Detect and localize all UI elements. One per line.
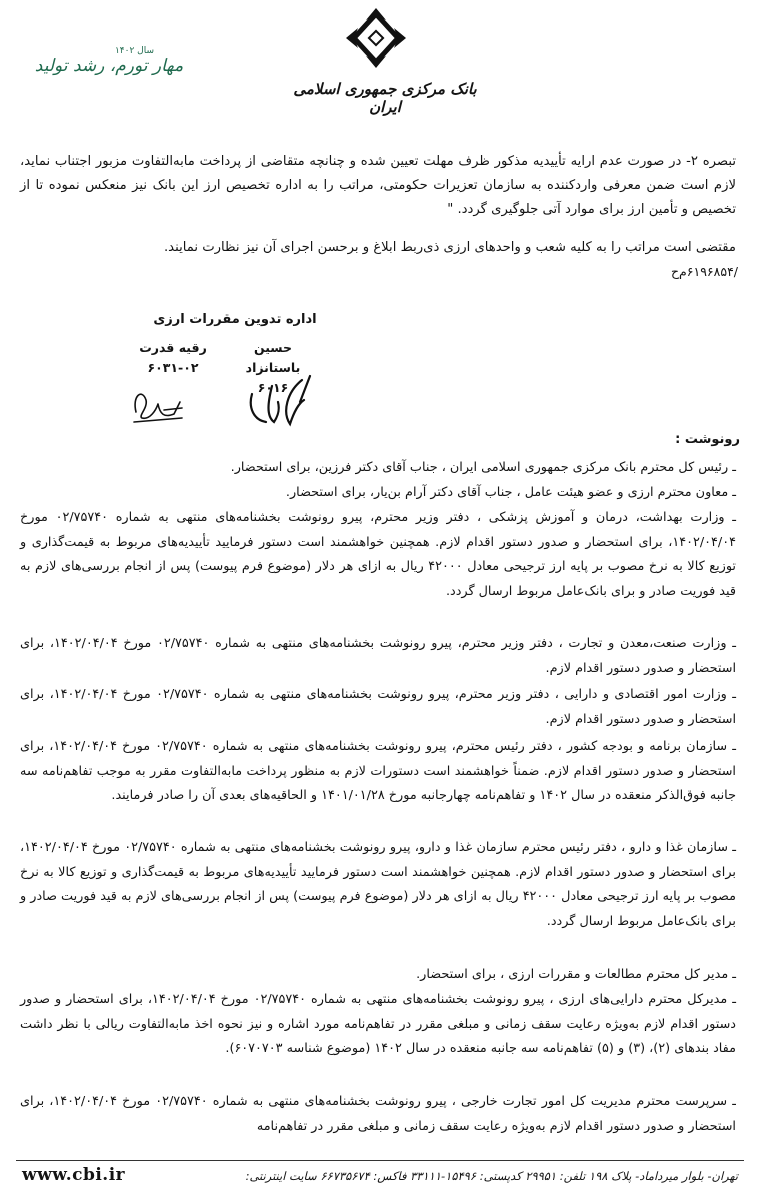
- bank-logo-icon: [346, 8, 406, 68]
- note-2-paragraph: تبصره ۲- در صورت عدم ارایه تأییدیه مذکور ظرف مهلت تعیین شده و چنانچه متقاضی از پرداخت مابه‌التفاوت مزبور اجتناب نماید، لازم است ضمن معرفی واردکننده به سازمان تعزیرات حکومتی، مراتب را به اداره تخصیص ارز این بانک نیز منعکس نموده تا از تخصیص و تأمین ارز برای موارد آتی جلوگیری گردد. ": [20, 154, 736, 217]
- request-paragraph: مقتضی است مراتب را به کلیه شعب و واحدهای ارزی ذی‌ربط ابلاغ و برحسن اجرای آن نیز نظارت نمایند.: [163, 240, 736, 255]
- footer: [16, 1163, 744, 1191]
- cc-item: ـ مدیرکل محترم دارایی‌های ارزی ، پیرو رونوشت بخشنامه‌های منتهی به شماره ۰۲/۷۵۷۴۰ مورخ ۱۴۰۲/۰۴/۰۴، برای استحضار و صدور دستور اقدام لازم به‌ویژه رعایت سقف زمانی و مبلغی مقرر در تفاهم‌نامه مورد اشاره و نیز نحوه اخذ مابه‌التفاوت ریالی با نظر داشت مفاد بندهای (۲)، (۳) و (۵) تفاهم‌نامه سه جانبه منعقده در سال ۱۴۰۲ (موضوع شناسه ۶۰۷۰۷۰۳).: [20, 992, 736, 1056]
- cc-item: ـ وزارت بهداشت، درمان و آموزش پزشکی ، دفتر وزیر محترم، پیرو رونوشت بخشنامه‌های منتهی به شماره ۰۲/۷۵۷۴۰ مورخ ۱۴۰۲/۰۴/۰۴، برای استحضار و صدور دستور اقدام لازم. همچنین خواهشمند است دستور فرمایید تأییدیه‌های مربوط به قیمت‌گذاری و توزیع کالا به نرخ مصوب بر پایه ارز ترجیحی معادل ۴۲۰۰۰ ریال به ازای هر دلار (موضوع فرم پیوست) پس از انجام بررسی‌های لازم به قید فوریت صادر و برای بانک‌عامل مربوط ارسال گردد.: [20, 510, 736, 599]
- cc-item: ـ وزارت صنعت،معدن و تجارت ، دفتر وزیر محترم، پیرو رونوشت بخشنامه‌های منتهی به شماره ۰۲/۷۵۷۴۰ مورخ ۱۴۰۲/۰۴/۰۴، برای استحضار و صدور دستور اقدام لازم.: [20, 636, 736, 676]
- cc-item: ـ سازمان غذا و دارو ، دفتر رئیس محترم سازمان غذا و دارو، پیرو رونوشت بخشنامه‌های منتهی به شماره ۰۲/۷۵۷۴۰ مورخ ۱۴۰۲/۰۴/۰۴، برای استحضار و صدور دستور اقدام لازم. همچنین خواهشمند است دستور فرمایید تأییدیه‌های مربوط به قیمت‌گذاری و توزیع کالا به نرخ مصوب بر پایه ارز ترجیحی معادل ۴۲۰۰۰ ریال به ازای هر دلار (موضوع فرم پیوست) پس از انجام بررسی‌های لازم به قید فوریت صادر و برای بانک‌عامل مربوط ارسال گردد.: [20, 840, 737, 929]
- signature-1-image: [232, 372, 322, 432]
- signature-2-image: [128, 382, 188, 426]
- signer-2-name: رقیه قدرت: [139, 340, 207, 355]
- bank-name: بانک مرکزی جمهوری اسلامی ایران: [293, 80, 477, 116]
- signer-1-name: حسین باستانزاد: [245, 340, 301, 375]
- year-slogan: [24, 46, 194, 76]
- signer-1-code: ۶۰۱۶: [257, 380, 289, 395]
- footer-website-link[interactable]: www.cbi.ir: [22, 1165, 126, 1185]
- reference-number: /۶۱۹۶۸۵۴م‌ح: [670, 264, 738, 279]
- slogan-text: مهار تورم، رشد تولید: [34, 56, 184, 76]
- cc-item: ـ سرپرست محترم مدیریت کل امور تجارت خارجی ، پیرو رونوشت بخشنامه‌های منتهی به شماره ۰۲/۷۵۷۴۰ مورخ ۱۴۰۲/۰۴/۰۴، برای استحضار و صدور دستور اقدام لازم به‌ویژه رعایت سقف زمانی و مبلغی مقرر در تفاهم‌نامه: [20, 1094, 736, 1134]
- footer-address: تهران- بلوار میرداماد- پلاک ۱۹۸ تلفن: ۲۹۹۵۱ کدپستی: ۱۵۴۹۶-۳۳۱۱۱ فاکس: ۶۶۷۳۵۶۷۴ سایت اینترنتی:: [245, 1169, 738, 1183]
- cc-item: ـ معاون محترم ارزی و عضو هیئت عامل ، جناب آقای دکتر آرام بن‌یار، برای استحضار.: [285, 485, 736, 500]
- footer-divider: [16, 1160, 744, 1161]
- cc-item: ـ رئیس کل محترم بانک مرکزی جمهوری اسلامی ایران ، جناب آقای دکتر فرزین، برای استحضار.: [230, 460, 736, 475]
- department-name: اداره تدوین مقررات ارزی: [153, 312, 317, 327]
- cc-item: ـ مدیر کل محترم مطالعات و مقررات ارزی ، برای استحضار.: [416, 967, 736, 982]
- cc-item: ـ وزارت امور اقتصادی و دارایی ، دفتر وزیر محترم، پیرو رونوشت بخشنامه‌های منتهی به شماره ۰۲/۷۵۷۴۰ مورخ ۱۴۰۲/۰۴/۰۴، برای استحضار و صدور دستور اقدام لازم.: [20, 687, 736, 727]
- slogan-year: سال ۱۴۰۲: [114, 46, 154, 56]
- cc-item: ـ سازمان برنامه و بودجه کشور ، دفتر رئیس محترم، پیرو رونوشت بخشنامه‌های منتهی به شماره ۰۲/۷۵۷۴۰ مورخ ۱۴۰۲/۰۴/۰۴، برای استحضار و صدور دستور اقدام لازم. ضمناً خواهشمند است دستورات لازم به منظور پرداخت مابه‌التفاوت مقرر به موجب تفاهم‌نامه سه جانبه فوق‌الذکر منعقده در سال ۱۴۰۲ و تفاهم‌نامه چهارجانبه مورخ ۱۴۰۱/۰۱/۲۸ و الحاقیه‌های بعدی آن را صادر فرمایند.: [20, 739, 736, 803]
- signer-2-code: ۶۰۳۱-۰۲: [147, 360, 199, 375]
- signer-2: [128, 338, 218, 378]
- cc-title: رونوشت :: [675, 432, 740, 447]
